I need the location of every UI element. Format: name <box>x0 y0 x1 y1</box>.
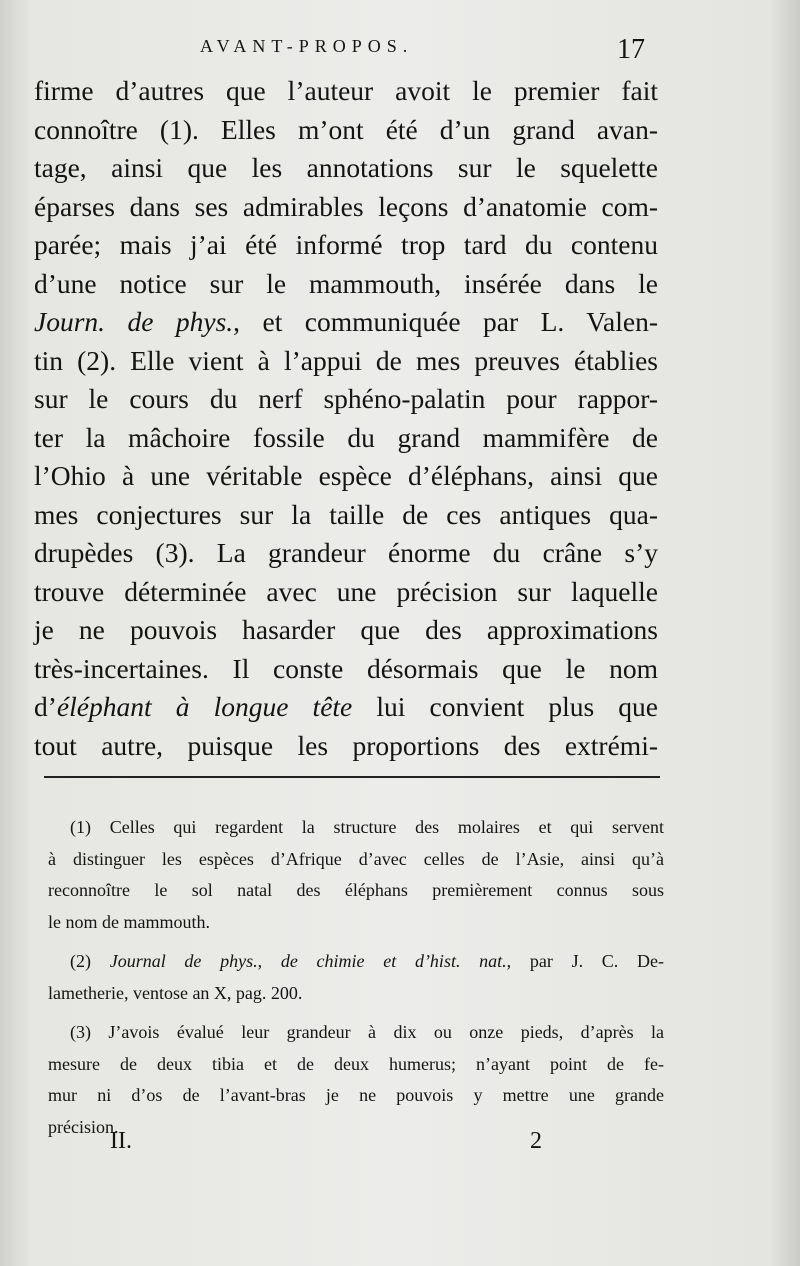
body-line: tage, ainsi que les annotations sur le squelette <box>34 152 658 183</box>
body-text <box>34 72 658 765</box>
footnote-line <box>48 946 664 978</box>
body-line: connoître (1). Elles m’ont été d’un grand avan- <box>34 113 658 145</box>
footnote-line: le nom de mammouth. <box>48 911 210 932</box>
page-header <box>40 30 660 70</box>
body-line: ter la mâchoire fossile du grand mammifère de <box>34 421 658 453</box>
footnote-line: à distinguer les espèces d’Afrique d’avec celles de l’Asie, ainsi qu’à <box>48 848 664 869</box>
italic-journal-title: Journ. de phys. <box>34 306 234 337</box>
body-line-prefix: d’ <box>34 691 57 722</box>
body-line: mes conjectures sur la taille de ces antiques qua- <box>34 498 658 530</box>
body-line <box>34 303 658 342</box>
footnote-label: (2) <box>70 951 91 971</box>
footnote-line: reconnoître le sol natal des éléphans premièrement connus sous <box>48 880 664 900</box>
body-line: trouve déterminée avec une précision sur laquelle <box>34 575 658 607</box>
gathering-signature: 2 <box>530 1128 542 1154</box>
body-line: parée; mais j’ai été informé trop tard du contenu <box>34 229 658 260</box>
body-line: firme d’autres que l’auteur avoit le premier fait <box>34 75 658 106</box>
footnotes <box>48 812 664 1151</box>
footnote-1 <box>48 812 664 938</box>
body-line: éparses dans ses admirables leçons d’anatomie com- <box>34 190 658 222</box>
footnote-line: lametherie, ventose an X, pag. 200. <box>48 982 303 1003</box>
body-line-rest: lui convient plus que <box>352 691 659 722</box>
italic-journal-subtitle: de chimie et d’hist. nat. <box>280 951 507 971</box>
body-line: sur le cours du nerf sphéno-palatin pour rappor- <box>34 383 658 414</box>
body-line: tout autre, puisque les proportions des extrémi- <box>34 729 658 761</box>
footnote-2 <box>48 946 664 1009</box>
footnote-line: (3) J’avois évalué leur grandeur à dix ou onze pieds, d’après la <box>70 1022 664 1042</box>
footnote-line: mur ni d’os de l’avant-bras je ne pouvois y mettre une grande <box>48 1085 664 1105</box>
italic-journal-title: Journal de phys. <box>109 951 258 971</box>
footnote-rule <box>44 776 660 778</box>
body-line: drupèdes (3). La grandeur énorme du crâne s’y <box>34 537 658 568</box>
footnote-line: mesure de deux tibia et de deux humerus; n’ayant point de fe- <box>48 1053 664 1074</box>
body-line: je ne pouvois hasarder que des approximations <box>34 614 658 645</box>
body-line: tin (2). Elle vient à l’appui de mes preuves établies <box>34 344 658 376</box>
italic-species-name: éléphant à longue tête <box>56 691 353 722</box>
body-line-rest: , et communiquée par L. Valen- <box>233 306 658 337</box>
body-line: très-incertaines. Il conste désormais que le nom <box>34 652 658 684</box>
footnote-3 <box>48 1017 664 1143</box>
footnote-sep: , <box>257 951 281 971</box>
footnote-line: (1) Celles qui regardent la structure des molaires et qui servent <box>70 817 664 837</box>
footnote-line: précision. <box>48 1116 119 1137</box>
volume-signature: II. <box>110 1128 132 1154</box>
body-line: l’Ohio à une véritable espèce d’éléphans, ainsi que <box>34 460 658 491</box>
footnote-tail: , par J. C. De- <box>506 951 665 971</box>
running-head: AVANT-PROPOS. <box>200 36 414 56</box>
page-number: 17 <box>617 34 645 65</box>
body-line <box>34 688 658 727</box>
body-line: d’une notice sur le mammouth, insérée dans le <box>34 267 658 299</box>
